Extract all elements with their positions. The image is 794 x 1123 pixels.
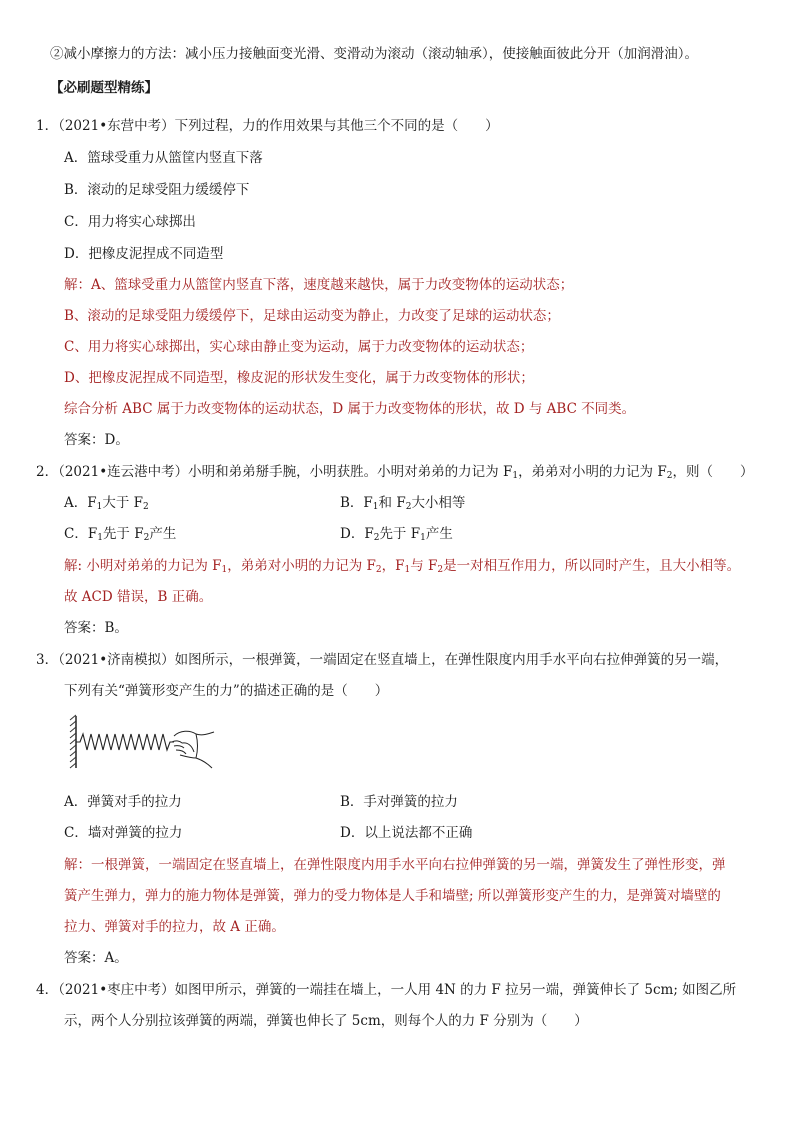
spring-coil — [76, 734, 174, 750]
q3-option-c: C．墙对弹簧的拉力 — [64, 825, 183, 841]
q3-solution-line: 簧产生弹力，弹力的施力物体是弹簧，弹力的受力物体是人手和墙壁; 所以弹簧形变产生的力，是弹簧对墙壁的 — [64, 888, 721, 904]
q1-answer: 答案：D。 — [64, 432, 129, 448]
q3-stem-line: 3．（2021•济南模拟）如图所示，一根弹簧，一端固定在竖直墙上，在弹性限度内用手水平向右拉伸弹簧的另一端， — [36, 652, 729, 668]
q1-solution-line: D、把橡皮泥捏成不同造型，橡皮泥的形状发生变化，属于力改变物体的形状； — [64, 370, 534, 386]
q3-stem-line: 下列有关“弹簧形变产生的力”的描述正确的是（ ） — [64, 683, 389, 699]
q3-option-b: B．手对弹簧的拉力 — [340, 794, 458, 810]
q1-option-a: A．篮球受重力从篮筐内竖直下落 — [64, 150, 263, 166]
q1-option-d: D．把橡皮泥捏成不同造型 — [64, 246, 224, 262]
q1-solution-line: B、滚动的足球受阻力缓缓停下，足球由运动变为静止，力改变了足球的运动状态； — [64, 308, 560, 324]
q3-option-a: A．弹簧对手的拉力 — [64, 794, 182, 810]
q2-option-a: A．$F_1$大于 $F_2$ — [64, 495, 149, 512]
q3-solution-line: 解：一根弹簧，一端固定在竖直墙上，在弹性限度内用手水平向右拉伸弹簧的另一端，弹簧发生了弹性形变，弹 — [64, 857, 726, 873]
q1-stem: 1．（2021•东营中考）下列过程，力的作用效果与其他三个不同的是（ ） — [36, 118, 499, 134]
q3-option-d: D．以上说法都不正确 — [340, 825, 473, 841]
q2-stem: 2．（2021•连云港中考）小明和弟弟掰手腕，小明获胜。小明对弟弟的力记为 $F_1$，弟弟对小明的力记为 $F_2$，则（ ） — [36, 464, 754, 481]
q2-option-b: B．$F_1$和 $F_2$大小相等 — [340, 495, 466, 512]
q2-solution-line: 故 ACD 错误，B 正确。 — [64, 589, 213, 605]
q3-solution-line: 拉力、弹簧对手的拉力，故 A 正确。 — [64, 919, 285, 935]
q1-option-b: B．滚动的足球受阻力缓缓停下 — [64, 182, 250, 198]
q1-solution-line: 解：A、篮球受重力从篮筐内竖直下落，速度越来越快，属于力改变物体的运动状态； — [64, 277, 574, 293]
q1-solution-line: 综合分析 ABC 属于力改变物体的运动状态，D 属于力改变物体的形状，故 D 与 ABC 不同类。 — [64, 401, 636, 417]
intro-line: ②减小摩擦力的方法：减小压力接触面变光滑、变滑动为滚动（滚动轴承），使接触面彼此分开（加润滑油）。 — [50, 46, 698, 62]
q2-answer: 答案：B。 — [64, 620, 128, 636]
section-title: 【必刷题型精练】 — [50, 80, 158, 96]
q4-stem-line: 示，两个人分别拉该弹簧的两端，弹簧也伸长了 5cm，则每个人的力 F 分别为（ ） — [64, 1013, 588, 1029]
q2-option-c: C．$F_1$先于 $F_2$产生 — [64, 526, 177, 543]
q2-option-d: D．$F_2$先于 $F_1$产生 — [340, 526, 453, 543]
q4-stem-line: 4．（2021•枣庄中考）如图甲所示，弹簧的一端挂在墙上，一人用 4N 的力 F 拉另一端，弹簧伸长了 5cm; 如图乙所 — [36, 982, 737, 998]
q3-answer: 答案：A。 — [64, 950, 128, 966]
q1-solution-line: C、用力将实心球掷出，实心球由静止变为运动，属于力改变物体的运动状态； — [64, 339, 534, 355]
hand-drawing — [172, 731, 214, 768]
q1-option-c: C．用力将实心球掷出 — [64, 214, 196, 230]
spring-figure — [68, 712, 218, 772]
wall-hatching — [70, 715, 76, 768]
q2-solution-line: 解: 小明对弟弟的力记为 $F_1$，弟弟对小明的力记为 $F_2$，$F_1$与 $F_2$是一对相互作用力，所以同时产生，且大小相等。 — [64, 558, 741, 575]
